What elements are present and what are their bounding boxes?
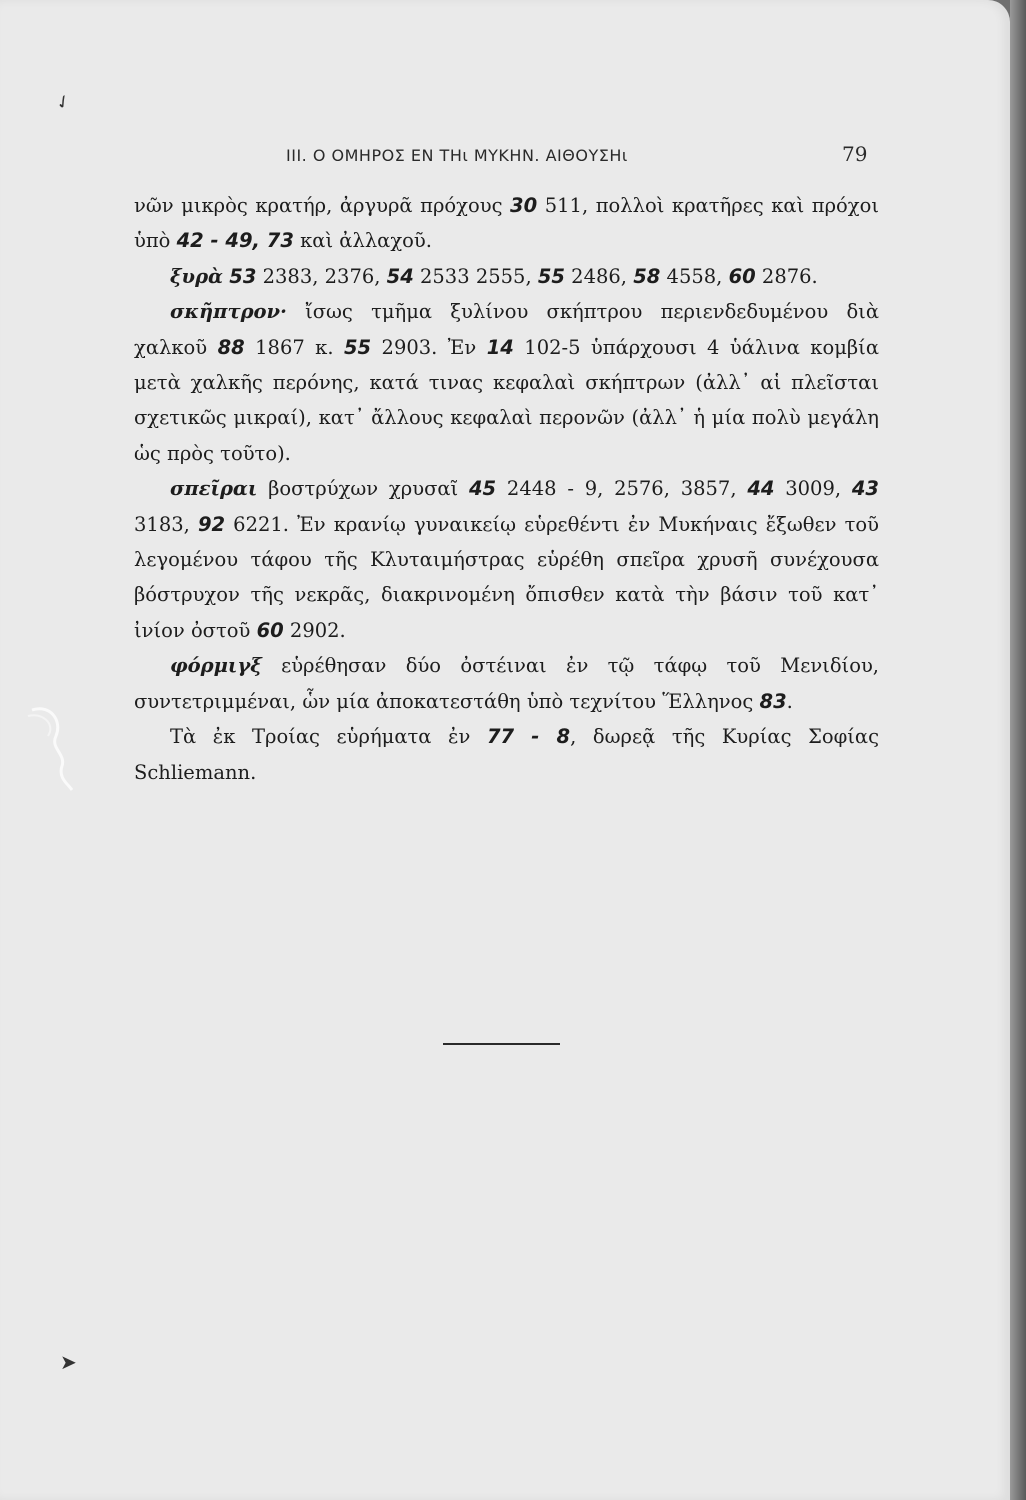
entry-term: σπεῖραι: [170, 477, 258, 501]
reference-number: 60: [728, 264, 756, 288]
text-run: 3009,: [774, 477, 852, 501]
reference-number: 60: [256, 618, 284, 642]
reference-number: 55: [537, 264, 565, 288]
reference-number: 44: [747, 477, 775, 501]
text-run: 2903. Ἐν: [371, 335, 487, 359]
text-run: 2383, 2376,: [256, 264, 387, 288]
paragraph-6: [134, 719, 879, 790]
text-run: .: [786, 689, 793, 713]
reference-number: 55: [343, 335, 372, 359]
reference-number: 88: [217, 335, 245, 359]
entry-term: φόρμιγξ: [170, 654, 262, 678]
entry-term: σκῆπτρον·: [170, 300, 287, 324]
reference-number: 92: [197, 512, 226, 536]
body-text: [134, 188, 879, 790]
reference-number: 30: [510, 194, 538, 217]
reference-number: 14: [486, 335, 514, 359]
text-run: 2876.: [755, 264, 818, 288]
end-rule: [443, 1043, 560, 1045]
paragraph-2: [134, 259, 879, 294]
text-run: 102-5 ὑπάρχουσι 4 ὑάλινα κομβία μετὰ χαλκῆς περόνης, κατά τινας κεφαλαὶ σκήπτρων (ἀλλ᾽ αἱ πλεῖσται σχετικῶς μικραί), κατ᾽ ἄλλους κεφαλαὶ περονῶν (ἀλλ᾽ ἡ μία πολὺ μεγάλη ὡς πρὸς τοῦτο).: [134, 335, 879, 465]
page-edge-shadow: [1010, 0, 1026, 1500]
text-run: 6221. Ἐν κρανίῳ γυναικείῳ εὑρεθέντι ἐν Μυκήναις ἔξωθεν τοῦ λεγομένου τάφου τῆς Κλυταιμήστρας εὑρέθη σπεῖρα χρυσῆ συνέχουσα βόστρυχον τῆς νεκρᾶς, διακρινομένη ὄπισθεν κατὰ τὴν βάσιν τοῦ κατ᾽ ἰνίον ὀστοῦ: [134, 512, 879, 642]
text-run: 511, πολλοὶ κρατῆρες καὶ πρόχοι ὑπὸ: [134, 194, 879, 253]
text-run: καὶ ἀλλαχοῦ.: [293, 229, 432, 253]
paragraph-3: [134, 294, 879, 471]
text-run: 1867 κ.: [244, 335, 344, 359]
text-run: ἴσως τμῆμα ξυλίνου σκήπτρου περιενδεδυμένου διὰ χαλκοῦ: [134, 300, 879, 359]
reference-number: 42 - 49, 73: [176, 229, 294, 253]
reference-number: 53: [229, 264, 257, 288]
paragraph-4: [134, 471, 879, 648]
running-head: ΙΙΙ. Ο ΟΜΗΡΟΣ ΕΝ ΤΗι ΜΥΚΗΝ. ΑΙΘΟΥΣΗι: [286, 146, 628, 165]
paragraph-1: [134, 188, 879, 259]
text-run: 3183,: [134, 512, 198, 536]
paragraph-5: [134, 648, 879, 719]
binding-thread: [22, 702, 82, 792]
text-run: 2486,: [564, 264, 634, 288]
pencil-mark: ✓: [51, 89, 76, 116]
text-run: 2448 - 9, 2576, 3857,: [496, 477, 748, 501]
reference-number: 58: [633, 264, 661, 288]
text-run: 2533 2555,: [413, 264, 538, 288]
text-run: , δωρεᾷ τῆς Κυρίας Σοφίας Schliemann.: [134, 725, 879, 784]
entry-term: ξυρὰ: [170, 264, 224, 288]
text-run: Τὰ ἐκ Τροίας εὑρήματα ἐν: [170, 725, 487, 749]
reference-number: 83: [759, 689, 787, 713]
reference-number: 45: [468, 477, 497, 501]
page-header: [0, 142, 1010, 172]
text-run: εὑρέθησαν δύο ὀστέιναι ἐν τῷ τάφῳ τοῦ Μενιδίου, συντετριμμέναι, ὧν μία ἀποκατεστάθη ὑπὸ τεχνίτου Ἕλληνος: [134, 654, 879, 713]
pencil-mark: ➤: [60, 1350, 77, 1374]
text-run: 2902.: [283, 618, 346, 642]
reference-number: 77 - 8: [486, 725, 571, 749]
text-run: νῶν μικρὸς κρατήρ, ἀργυρᾶ πρόχους: [134, 194, 511, 217]
reference-number: 43: [851, 477, 879, 501]
text-run: βοστρύχων χρυσαῖ: [257, 477, 469, 501]
reference-number: 54: [386, 264, 414, 288]
page-number: 79: [842, 142, 868, 166]
text-run: 4558,: [660, 264, 729, 288]
